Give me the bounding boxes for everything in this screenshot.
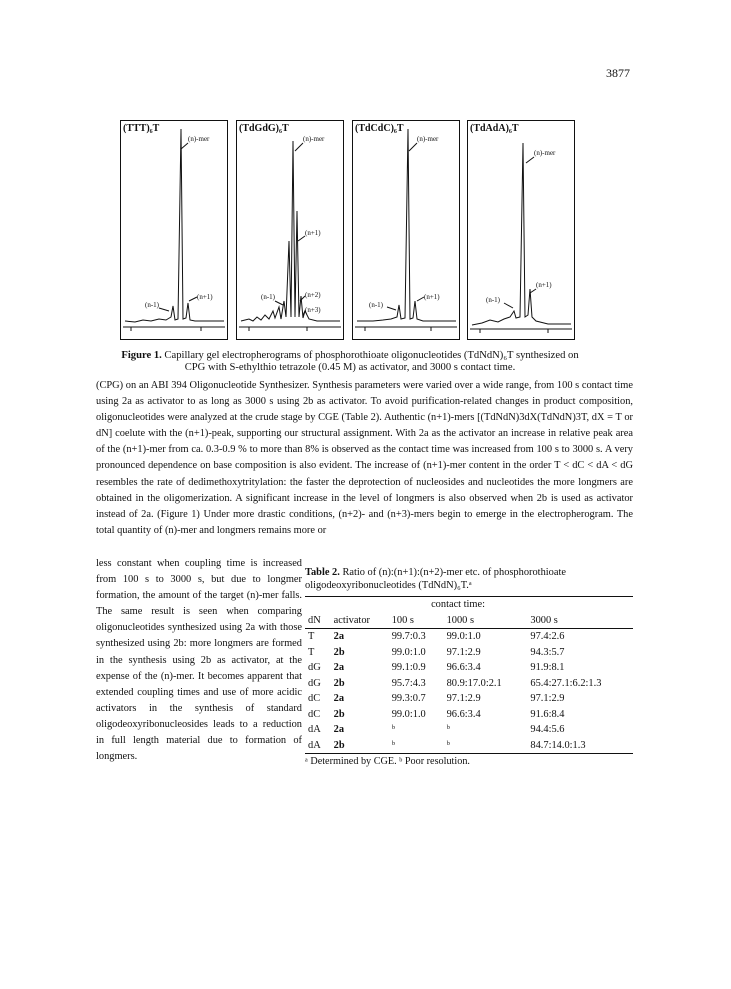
panel-title: (TdCdC)₆T bbox=[355, 123, 404, 134]
col-header-1000s: 1000 s bbox=[446, 614, 475, 626]
cell-activator: 2a bbox=[333, 693, 345, 704]
panel-title: (TdAdA)₆T bbox=[470, 123, 519, 134]
electropherogram-panel-tdcdc bbox=[352, 120, 460, 340]
table-group-header: contact time: bbox=[431, 599, 486, 610]
peak-label-n-minus-1: (n-1) bbox=[145, 301, 159, 309]
panel-title: (TTT)₆T bbox=[123, 123, 160, 134]
peak-label-n-plus-1: (n+1) bbox=[305, 229, 321, 237]
peak-label-n-minus-1: (n-1) bbox=[369, 301, 383, 309]
cell-dn: dC bbox=[308, 708, 321, 720]
cell-100s: 99.0:1.0 bbox=[391, 646, 426, 658]
cell-dn: T bbox=[308, 631, 315, 642]
trace-tdada bbox=[468, 121, 574, 339]
cell-activator: 2b bbox=[333, 708, 345, 720]
cell-1000s: 80.9:17.0:2.1 bbox=[446, 677, 502, 689]
col-header-activator: activator bbox=[333, 614, 370, 626]
col-header-dn: dN bbox=[308, 614, 321, 626]
cell-1000s: ᵇ bbox=[446, 724, 450, 735]
cell-100s: 95.7:4.3 bbox=[391, 677, 426, 689]
electropherogram-panel-ttt bbox=[120, 120, 228, 340]
table-2 bbox=[305, 566, 633, 767]
peak-label-n-plus-3: (n+3) bbox=[305, 306, 321, 314]
cell-activator: 2b bbox=[333, 646, 345, 658]
table-row bbox=[305, 645, 633, 661]
table-group-header-row bbox=[305, 597, 633, 613]
cell-3000s: 97.4:2.6 bbox=[530, 631, 565, 642]
figure-caption-text: Capillary gel electropherograms of phosphorothioate oligonucleotides (TdNdN)₆T synthesized on CPG with S-ethylthio tetrazole (0.45 M) as activator, and 3000 s contact time. bbox=[161, 350, 579, 373]
cell-dn: dG bbox=[308, 677, 321, 689]
cell-100s: ᵇ bbox=[391, 739, 395, 751]
col-header-3000s: 3000 s bbox=[530, 614, 558, 626]
cell-activator: 2a bbox=[333, 662, 345, 673]
peak-label-n-plus-1: (n+1) bbox=[536, 281, 552, 289]
cell-1000s: 99.0:1.0 bbox=[446, 631, 481, 642]
table-title bbox=[305, 566, 633, 592]
cell-100s: 99.0:1.0 bbox=[391, 708, 426, 720]
cell-activator: 2a bbox=[333, 631, 345, 642]
cell-3000s: 94.3:5.7 bbox=[530, 646, 565, 658]
cell-activator: 2b bbox=[333, 739, 345, 751]
table-row bbox=[305, 629, 633, 645]
figure-caption bbox=[120, 350, 580, 374]
cell-activator: 2a bbox=[333, 724, 345, 735]
cell-dn: dA bbox=[308, 724, 321, 735]
ratio-table bbox=[305, 596, 633, 754]
cell-100s: 99.3:0.7 bbox=[391, 693, 426, 704]
table-label: Table 2. bbox=[305, 567, 340, 578]
cell-dn: dG bbox=[308, 662, 321, 673]
panel-title: (TdGdG)₆T bbox=[239, 123, 289, 134]
cell-1000s: 97.1:2.9 bbox=[446, 693, 481, 704]
peak-label-n-plus-2: (n+2) bbox=[305, 291, 321, 299]
figure-1-electropherograms bbox=[120, 120, 575, 342]
col-header-100s: 100 s bbox=[391, 614, 414, 626]
peak-label-n: (n)-mer bbox=[303, 135, 325, 143]
peak-label-n-minus-1: (n-1) bbox=[261, 293, 275, 301]
body-paragraph: (CPG) on an ABI 394 Oligonucleotide Synthesizer. Synthesis parameters were varied over a wide range, from 100 s contact time using 2a as activator to as long as 3000 s using 2b as activator. To avoid purification-related changes in product composition, oligonucleotides were analyzed at the crude stage by CGE (Table 2). Authentic (n+1)-mers [(TdNdN)3dX(TdNdN)3T, dX = T or dN] coelute with the (n+1)-peak, supporting our structural assignment. With 2a as the activator an increase in relative peak area of the (n+1)-mer from ca. 0.3-0.9 % to more than 8% is observed as the contact time was increased from 100 s to 3000 s. A very pronounced dependence on base composition is also evident. The increase of (n+1)-mer content in the order T < dC < dA < dG resembles the rate of dedimethoxytritylation: the faster the deprotection of nucleosides and nucleotides the more longmers are obtained in the oligomerization. A significant increase in the level of longmers is also observed when 2b is used as activator instead of 2a. (Figure 1) Under more drastic conditions, (n+2)- and (n+3)-mers begin to emerge in the electropherogram. The total quantity of (n)-mer and longmers remains more or bbox=[96, 380, 633, 536]
cell-1000s: 96.6:3.4 bbox=[446, 708, 481, 720]
cell-3000s: 84.7:14.0:1.3 bbox=[530, 739, 586, 751]
cell-1000s: ᵇ bbox=[446, 739, 450, 751]
body-text bbox=[96, 378, 633, 539]
page-number: 3877 bbox=[606, 66, 630, 80]
left-column-paragraph: less constant when coupling time is increased from 100 s to 3000 s, but due to longmer formation, the amount of the target (n)-mer falls. The same result is seen when comparing oligonucleotides synthesized using 2a with those synthesized using 2b: more longmers are formed in the synthesis using 2b as activator, at the expense of the (n)-mer. It becomes apparent that extended coupling times and use of more acidic activators in the synthesis of standard oligodeoxyribonucleosides leads to a reduction in full length material due to formation of longmers. bbox=[96, 558, 302, 763]
cell-1000s: 96.6:3.4 bbox=[446, 662, 481, 673]
table-row bbox=[305, 722, 633, 738]
peak-label-n-plus-1: (n+1) bbox=[424, 293, 440, 301]
peak-label-n: (n)-mer bbox=[188, 135, 210, 143]
electropherogram-panel-tdada bbox=[467, 120, 575, 340]
trace-tdgdg bbox=[237, 121, 343, 339]
table-footnote: ᵃ Determined by CGE. ᵇ Poor resolution. bbox=[305, 756, 470, 767]
peak-label-n: (n)-mer bbox=[534, 149, 556, 157]
table-row bbox=[305, 691, 633, 707]
table-row bbox=[305, 707, 633, 723]
left-column-text bbox=[96, 556, 302, 765]
cell-activator: 2b bbox=[333, 677, 345, 689]
cell-3000s: 97.1:2.9 bbox=[530, 693, 565, 704]
table-row bbox=[305, 660, 633, 676]
cell-3000s: 91.9:8.1 bbox=[530, 662, 565, 673]
cell-3000s: 91.6:8.4 bbox=[530, 708, 565, 720]
cell-3000s: 65.4:27.1:6.2:1.3 bbox=[530, 677, 602, 689]
cell-dn: T bbox=[308, 646, 315, 658]
cell-dn: dA bbox=[308, 739, 321, 751]
electropherogram-panel-tdgdg bbox=[236, 120, 344, 340]
table-row bbox=[305, 676, 633, 692]
cell-100s: 99.7:0.3 bbox=[391, 631, 426, 642]
trace-ttt bbox=[121, 121, 227, 339]
peak-label-n: (n)-mer bbox=[417, 135, 439, 143]
peak-label-n-minus-1: (n-1) bbox=[486, 296, 500, 304]
cell-dn: dC bbox=[308, 693, 321, 704]
figure-caption-label: Figure 1. bbox=[121, 350, 162, 361]
cell-100s: 99.1:0.9 bbox=[391, 662, 426, 673]
table-row bbox=[305, 738, 633, 754]
cell-1000s: 97.1:2.9 bbox=[446, 646, 481, 658]
cell-3000s: 94.4:5.6 bbox=[530, 724, 565, 735]
peak-label-n-plus-1: (n+1) bbox=[197, 293, 213, 301]
cell-100s: ᵇ bbox=[391, 724, 395, 735]
table-header-row bbox=[305, 613, 633, 629]
table-caption: Ratio of (n):(n+1):(n+2)-mer etc. of phosphorothioate oligodeoxyribonucleotides (TdNdN)₆T.ᵃ bbox=[305, 567, 566, 591]
